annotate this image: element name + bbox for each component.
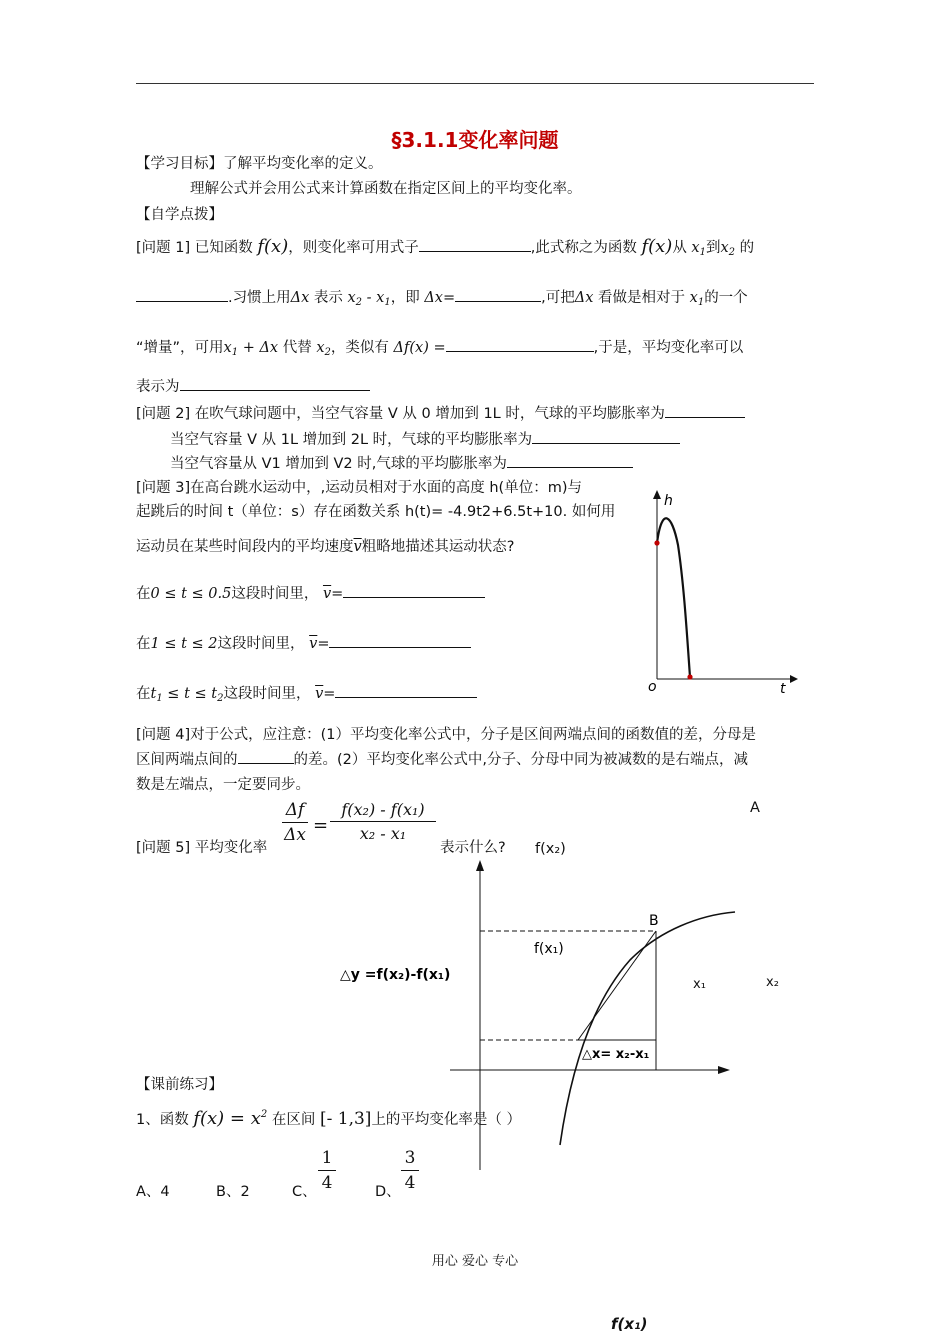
q3-range-1: 0 ≤ t ≤ 0.5 <box>150 586 232 602</box>
q2-line-2 <box>170 428 680 449</box>
q5-after: 表示什么? <box>440 840 506 856</box>
origin-label: o <box>648 679 657 695</box>
q1-text-m: 的一个 <box>704 290 748 306</box>
q1-text-a: 已知函数 <box>194 240 253 256</box>
q2-blank-3[interactable] <box>507 453 633 468</box>
q2-line-1 <box>136 402 745 423</box>
q4-line-1: [问题 4]对于公式，应注意：(1）平均变化率公式中，分子是区间两端点间的函数值的差，分母是 <box>136 727 757 743</box>
header-rule <box>136 83 814 84</box>
q1-blank-4[interactable] <box>446 337 594 352</box>
label-x2: x₂ <box>766 975 779 990</box>
q3-row-3: 在$t_1 \le t \le t_2$这段时间里， $\overline{v}=$ <box>136 682 477 704</box>
q1-blank-3[interactable] <box>455 287 541 302</box>
height-time-graph <box>630 485 800 700</box>
q3-blank-3[interactable] <box>335 683 477 698</box>
q3-blank-2[interactable] <box>329 633 471 648</box>
h-axis-arrow <box>653 490 661 499</box>
q3-r3-pre: 在 <box>136 686 151 702</box>
x-axis-arrow <box>718 1066 730 1074</box>
option-a[interactable]: A、4 <box>136 1184 170 1200</box>
q3-r2-post: 这段时间里， <box>217 636 305 652</box>
label-dy: △y =f(x₂)-f(x₁) <box>340 967 451 983</box>
q3-text-3b: 粗略地描述其运动状态? <box>361 539 515 555</box>
q4-blank[interactable] <box>238 749 294 764</box>
label-dx: △x= x₂-x₁ <box>582 1047 650 1062</box>
q1-blank-2[interactable] <box>136 287 228 302</box>
q3-r1-post: 这段时间里， <box>231 586 319 602</box>
option-d-den: 4 <box>404 1173 416 1193</box>
option-c-num: 1 <box>321 1148 333 1168</box>
q1-text-p: ，类似有 <box>330 340 389 356</box>
t-label: t <box>780 681 786 697</box>
q1-text-c: ,此式称之为函数 <box>530 240 637 256</box>
q2-text-2: 当空气容量 V 从 1L 增加到 2L 时，气球的平均膨胀率为 <box>170 432 533 448</box>
q3-r2-pre: 在 <box>136 636 151 652</box>
q5-equals: = <box>313 815 329 836</box>
q1-text-r: 表示为 <box>136 379 180 395</box>
option-c-den: 4 <box>321 1173 333 1193</box>
practice-q1-c: 上的平均变化率是（ ） <box>371 1112 522 1128</box>
q1-text-f: 的 <box>739 240 755 256</box>
goal-label: 【学习目标】 <box>136 156 223 172</box>
q1-text-l: 看做是相对于 <box>598 290 686 306</box>
q5-lhs-num: Δf <box>285 800 305 820</box>
q3-r3-post: 这段时间里， <box>223 686 311 702</box>
option-c-fraction <box>318 1148 336 1193</box>
page-title: §3.1.1变化率问题 <box>391 128 559 152</box>
q1-label: [问题 1] <box>136 240 191 256</box>
q1-line-3: “增量”，可用$x_1 + \Delta x$ 代替 $x_2$，类似有 Δf(x) = ,于是，平均变化率可以 <box>136 336 743 358</box>
q5-lhs-den: Δx <box>284 825 306 845</box>
q2-text-1: [问题 2] 在吹气球问题中，当空气容量 V 从 0 增加到 1L 时，气球的平均膨胀率为 <box>136 406 665 422</box>
q4-text-2a: 区间两端点间的 <box>136 752 238 768</box>
practice-interval: [- 1,3] <box>319 1109 372 1129</box>
option-d-num: 3 <box>404 1148 416 1168</box>
q5-lhs-fraction <box>282 800 308 845</box>
h-label: h <box>664 493 673 509</box>
q2-line-3 <box>170 452 633 473</box>
q1-text-j: = <box>442 290 456 306</box>
label-B: B <box>649 913 659 929</box>
landing-point <box>687 674 692 679</box>
q1-text-h: 表示 <box>313 290 343 306</box>
page-footer: 用心 爱心 专心 <box>431 1254 519 1269</box>
self-study-label: 【自学点拨】 <box>136 207 223 223</box>
q1-text-g: .习惯上用 <box>228 290 291 306</box>
q3-r1-pre: 在 <box>136 586 151 602</box>
q2-text-3: 当空气容量从 V1 增加到 V2 时,气球的平均膨胀率为 <box>170 456 507 472</box>
q1-text-i: ，即 <box>390 290 420 306</box>
height-curve <box>657 518 690 677</box>
q3-r1-eq: = <box>331 586 344 602</box>
q1-text-b: ，则变化率可用式子 <box>288 240 419 256</box>
q3-blank-1[interactable] <box>343 583 485 598</box>
q1-text-e: 到 <box>705 240 721 256</box>
start-point <box>654 540 659 545</box>
stray-fx1-label: f(x₁) <box>611 1315 648 1333</box>
q1-blank-5[interactable] <box>180 376 370 391</box>
y-axis-arrow <box>476 860 484 871</box>
option-c[interactable]: C、 <box>292 1184 317 1200</box>
q3-text-3a: 运动员在某些时间段内的平均速度 <box>136 539 354 555</box>
q3-line-3: 运动员在某些时间段内的平均速度$\overline{v}$粗略地描述其运动状态? <box>136 539 515 555</box>
t-axis-arrow <box>790 675 798 683</box>
q4-line-3: 数是左端点，一定要同步。 <box>136 777 310 793</box>
q1-text-k: ,可把 <box>541 290 575 306</box>
secant-line <box>578 931 656 1040</box>
q1-line-2: .习惯上用Δx 表示 $x_2 - x_1$，即 Δx= ,可把Δx 看做是相对于 $x_1$的一个 <box>136 286 748 308</box>
practice-q1-a: 1、函数 <box>136 1112 189 1128</box>
label-x1: x₁ <box>693 977 706 992</box>
q3-row-2: 在1 ≤ t ≤ 2这段时间里， $\overline{v}=$ <box>136 632 471 653</box>
q3-line-1: [问题 3]在高台跳水运动中，,运动员相对于水面的高度 h(单位：m)与 <box>136 480 582 496</box>
q2-blank-2[interactable] <box>532 429 680 444</box>
option-d-fraction <box>401 1148 419 1193</box>
q3-r2-eq: = <box>317 636 330 652</box>
q1-text-o: 代替 <box>282 340 312 356</box>
q5-rhs-fraction <box>330 800 436 843</box>
q3-line-2: 起跳后的时间 t（单位：s）存在函数关系 h(t)= -4.9t2+6.5t+10. 如何用 <box>136 504 616 520</box>
q5-rhs-den: x₂ - x₁ <box>359 824 407 843</box>
option-d[interactable]: D、 <box>375 1184 401 1200</box>
q1-text-q: ,于是，平均变化率可以 <box>593 340 744 356</box>
q1-line-4 <box>136 375 370 396</box>
goal-text-2: 理解公式并会用公式来计算函数在指定区间上的平均变化率。 <box>190 181 582 197</box>
q2-blank-1[interactable] <box>665 403 745 418</box>
q5-label: [问题 5] 平均变化率 <box>136 840 268 856</box>
q3-row-1: 在0 ≤ t ≤ 0.5这段时间里， $\overline{v}=$ <box>136 582 485 603</box>
label-A: A <box>750 800 760 816</box>
practice-label: 【课前练习】 <box>136 1077 223 1093</box>
label-fx1: f(x₁) <box>534 941 564 957</box>
q3-r3-eq: = <box>323 686 336 702</box>
q4-line-2 <box>136 748 748 769</box>
q5-rhs-num: f(x₂) - f(x₁) <box>341 800 425 819</box>
practice-q1: 1、函数 $f(x) = x^2$ 在区间 [- 1,3]上的平均变化率是（ ） <box>136 1108 522 1129</box>
goal-line <box>136 152 383 173</box>
goal-text-1: 了解平均变化率的定义。 <box>223 156 383 172</box>
option-b[interactable]: B、2 <box>216 1184 250 1200</box>
practice-q1-b: 在区间 <box>271 1112 316 1128</box>
label-fx2: f(x₂) <box>535 841 566 857</box>
q1-text-n: “增量”，可用 <box>136 340 224 356</box>
q4-text-2b: 的差。(2）平均变化率公式中,分子、分母中同为被减数的是右端点，减 <box>293 752 748 768</box>
q1-text-d: 从 <box>672 240 687 256</box>
q3-range-2: 1 ≤ t ≤ 2 <box>150 636 218 652</box>
q1-line-1: [问题 1] 已知函数 f(x)，则变化率可用式子 ,此式称之为函数 f(x)从 $x_1$到$x_2$ 的 <box>136 236 755 258</box>
q1-blank-1[interactable] <box>419 237 531 252</box>
